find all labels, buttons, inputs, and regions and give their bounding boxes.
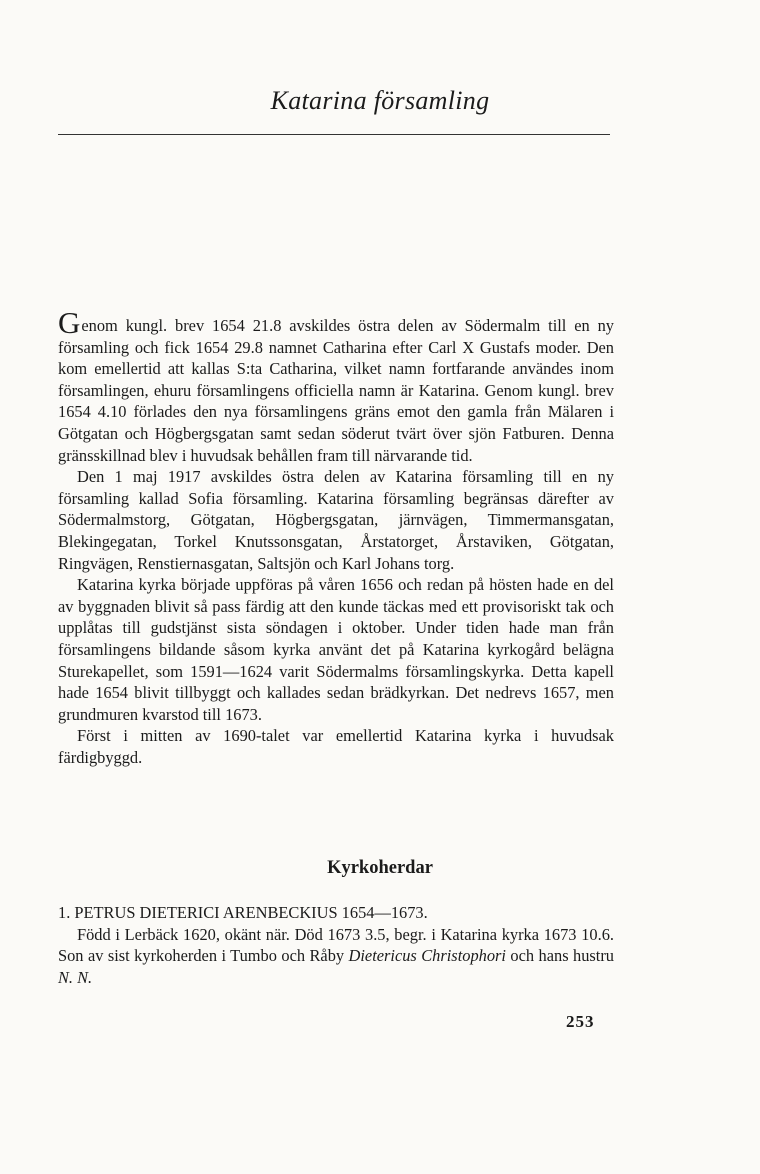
entry-biography [58,924,614,989]
entry-text-b: och hans hustru [505,946,614,966]
entry-father: Dietericus Christophori [348,946,506,966]
page-number: 253 [566,1012,595,1031]
intro-text [58,305,614,768]
entry-mother: N. N. [58,967,93,987]
entry-name-line [58,902,614,924]
paragraph-1-text: enom kungl. brev 1654 21.8 avskildes östra delen av Södermalm till en ny församling och fick 1654 29.8 namnet Catharina efter Carl X Gustafs moder. Den kom emellertid att kallas S:ta Catharina, vilket namn fortfarande användes inom församlingen, ehuru församlingens officiella namn är Katarina. Genom kungl. brev 1654 4.10 förlades den nya församlingens gräns emot den gamla från Mälaren i Götgatan och Högbergsgatan samt sedan söderut tvärt över sjön Fatburen. Denna gränsskillnad blev i huvudsak behållen fram till närvarande tid. [58,316,614,465]
page-title: Katarina församling [270,86,490,115]
entry-name: PETRUS DIETERICI ARENBECKIUS 1654—1673. [74,903,428,922]
paragraph-1 [58,305,614,466]
paragraph-3: Katarina kyrka började uppföras på våren 1656 och redan på hösten hade en del av byggnaden blivit så pass färdig att den kunde täckas med ett provisoriskt tak och upplåtas till gudstjänst sista söndagen i oktober. Under tiden hade man från församlingens bildande såsom kyrka använt det på Katarina kyrkogård belägna Sturekapellet, som 1591—1624 varit Södermalms församlingskyrka. Detta kapell hade 1654 blivit tillbyggt och kallades sedan brädkyrkan. Det nedrevs 1657, men grundmuren kvarstod till 1673. [58,575,614,724]
title-rule [58,134,610,135]
entry-number: 1. [58,903,71,922]
drop-cap: G [58,305,81,340]
entry-text-a: Född i Lerbäck 1620, okänt när. Död 1673 3.5, begr. i Katarina kyrka 1673 10.6. Son av sist kyrkoherden i Tumbo och Råby [58,924,614,966]
paragraph-4: Först i mitten av 1690-talet var emellertid Katarina kyrka i huvudsak färdigbyggd. [58,726,614,767]
entry-list [58,902,614,988]
section-heading: Kyrkoherdar [327,858,433,878]
paragraph-2: Den 1 maj 1917 avskildes östra delen av Katarina församling till en ny församling kallad Sofia församling. Katarina församling begränsas därefter av Södermalmstorg, Götgatan, Högbergsgatan, järnvägen, Timmermansgatan, Blekingegatan, Torkel Knutssonsgatan, Årstatorget, Årstaviken, Götgatan, Ringvägen, Renstiernasgatan, Saltsjön och Karl Johans torg. [58,467,614,573]
